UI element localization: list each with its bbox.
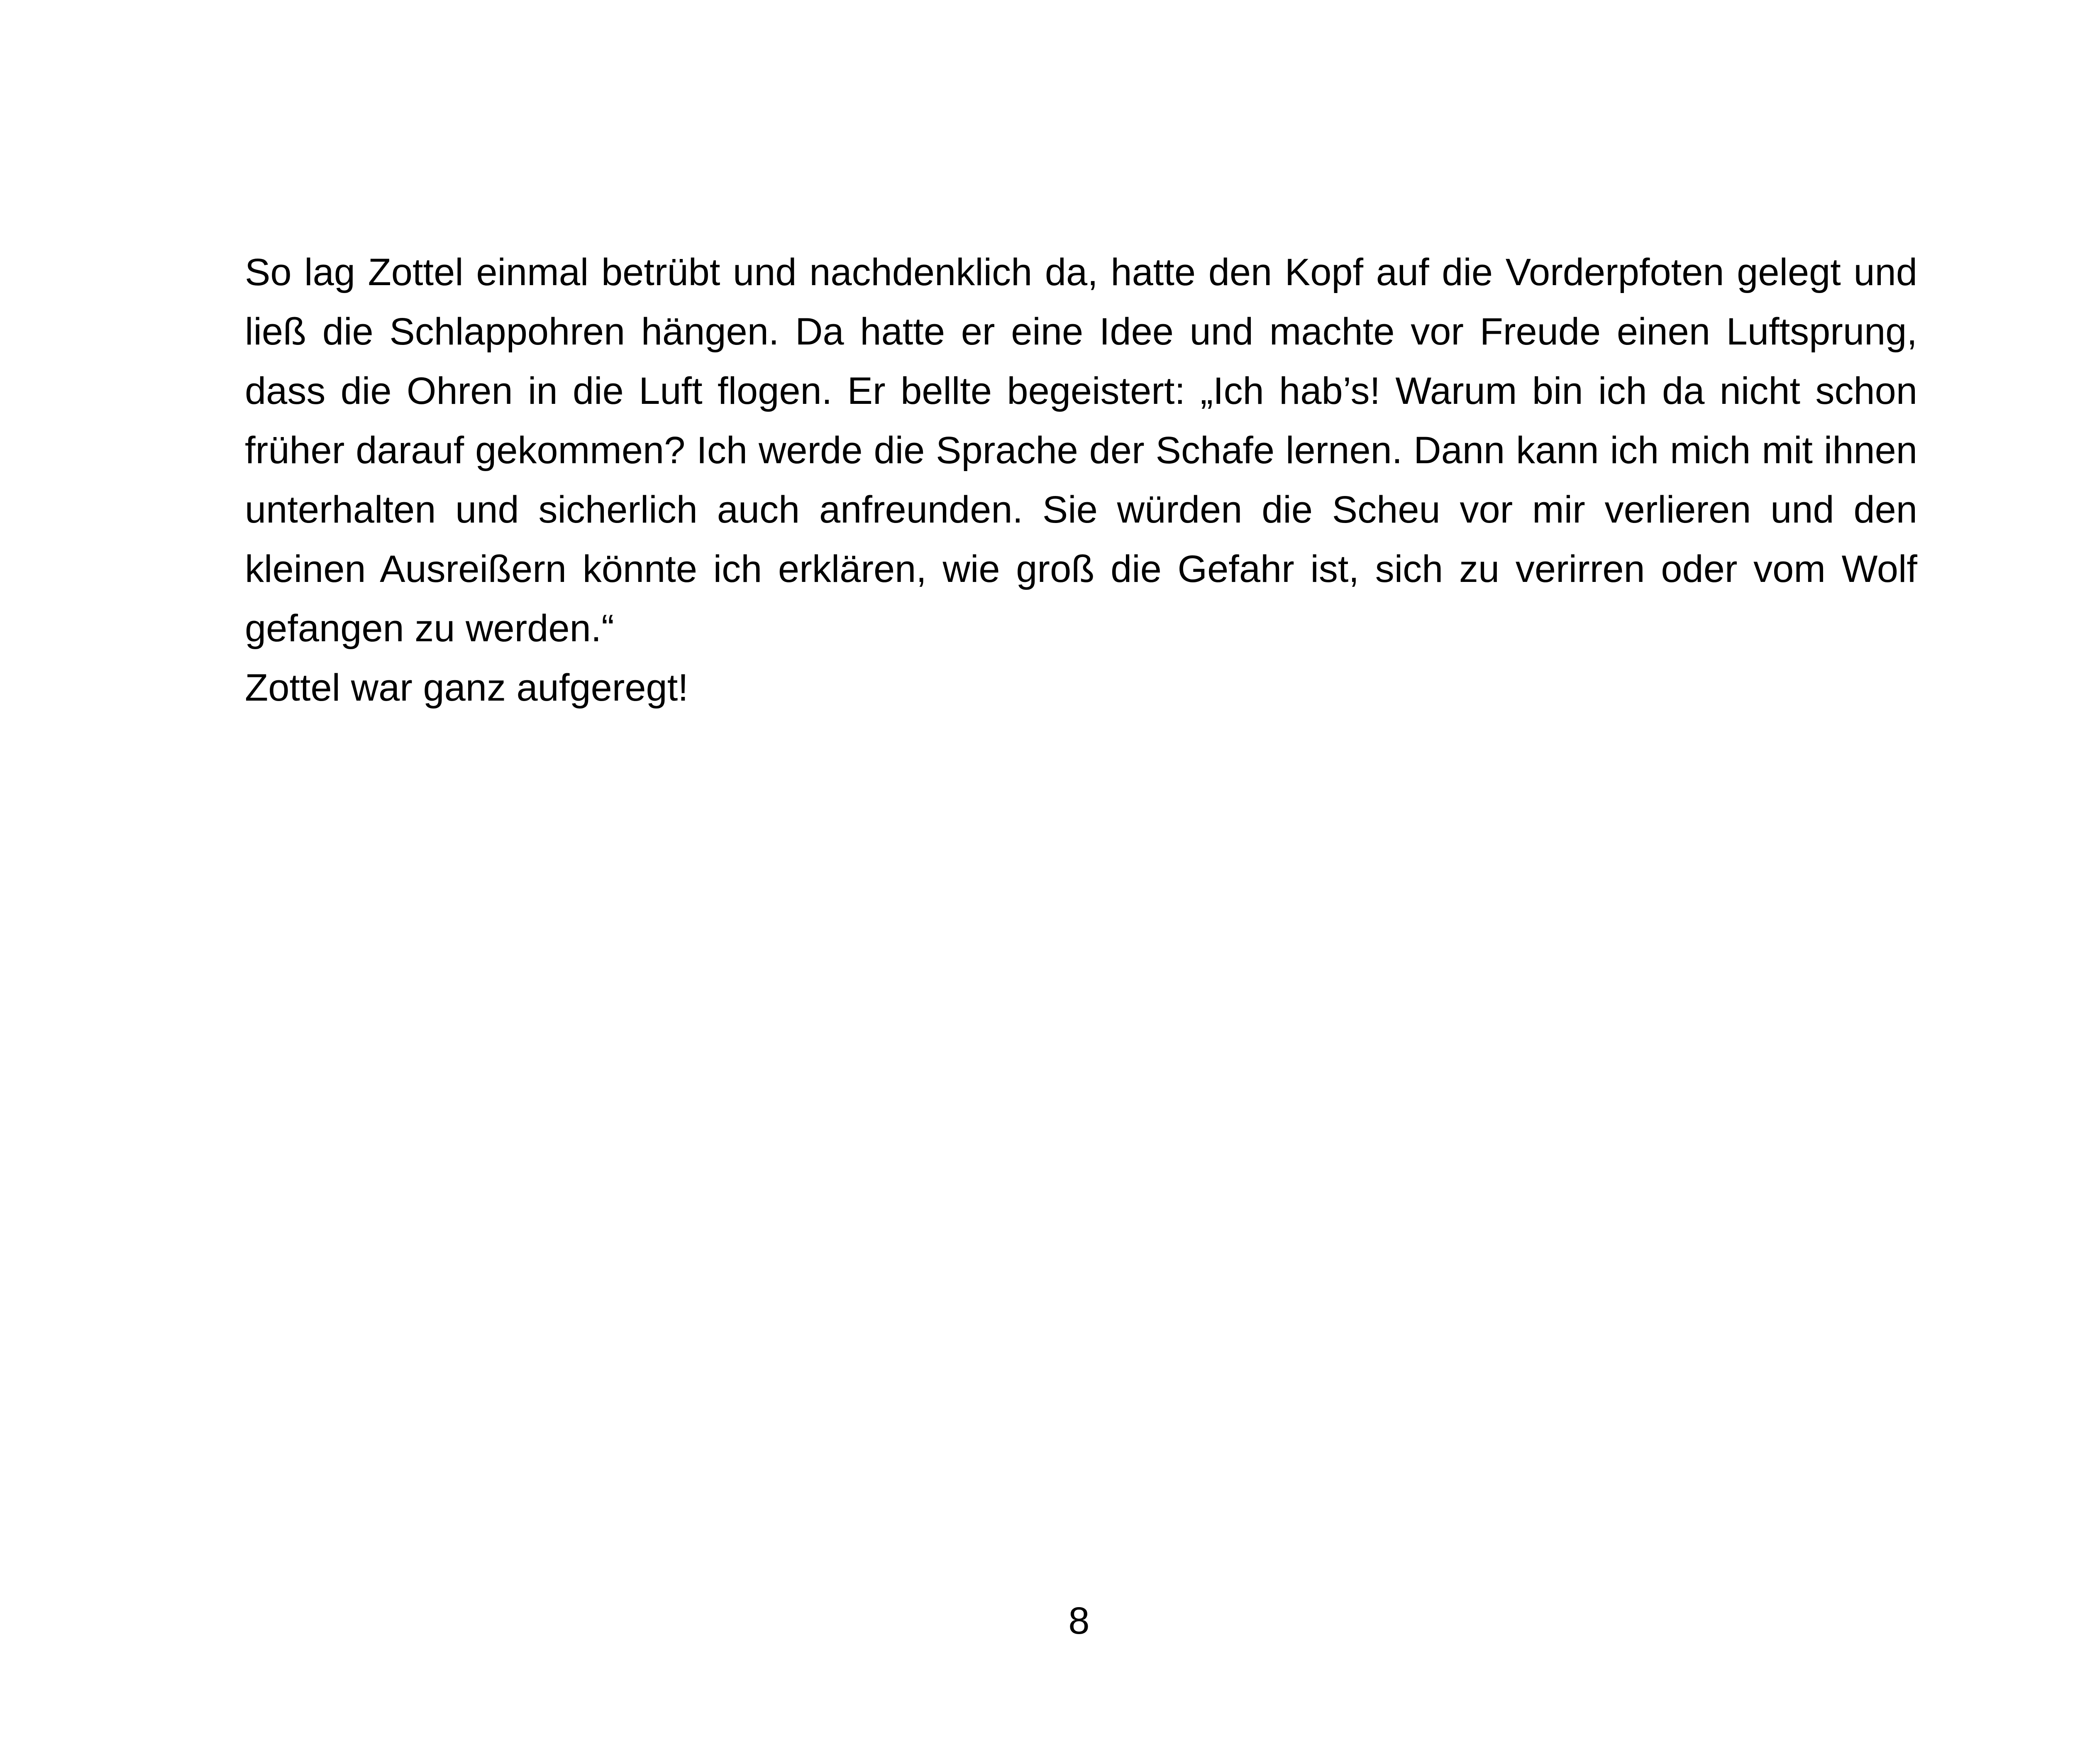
story-paragraph: So lag Zottel einmal betrübt und nachdenklich da, hatte den Kopf auf die Vorderpfoten gelegt und ließ die Schlappohren hängen. Da hatte er eine Idee und machte vor Freude einen Luftsprung, dass die Ohren in die Luft flogen. Er bellte begeistert: „Ich hab’s! Warum bin ich da nicht schon früher darauf gekommen? Ich werde die Sprache der Schafe lernen. Dann kann ich mich mit ihnen unterhalten und sicherlich auch anfreunden. Sie würden die Scheu vor mir verlieren und den kleinen Ausreißern könnte ich erklären, wie groß die Gefahr ist, sich zu verirren oder vom Wolf gefangen zu werden.“ <box>245 251 1917 650</box>
page-number: 8 <box>1068 1600 1090 1642</box>
body-text <box>245 243 1917 718</box>
closing-sentence: Zottel war ganz aufgeregt! <box>245 667 688 709</box>
